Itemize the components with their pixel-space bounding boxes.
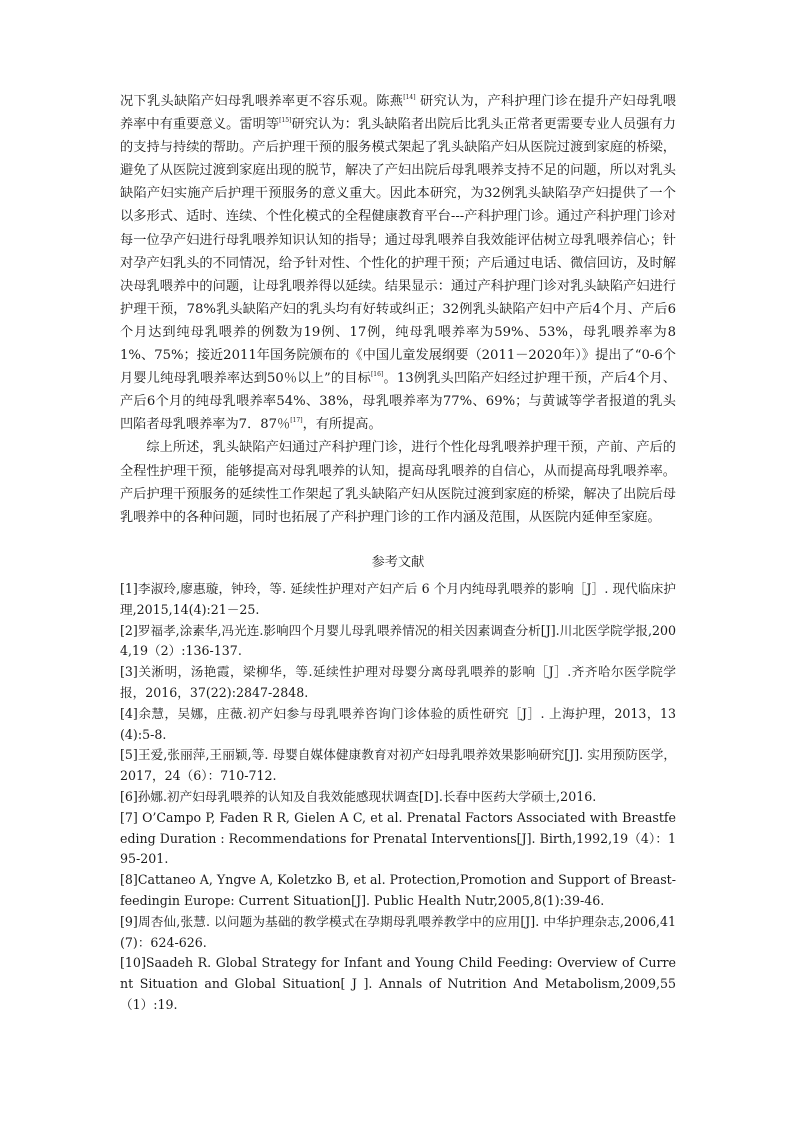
reference-item: [1]李淑玲,廖惠璇，钟玲，等. 延续性护理对产妇产后 6 个月内纯母乳喂养的影响［J］. 现代临床护理,2015,14(4):21－25. <box>120 581 676 617</box>
reference-item: [8]Cattaneo A, Yngve A, Koletzko B, et al. Protection,Promotion and Support of Breast-feedingin Europe: Current Situation[J]. Public Health Nutr,2005,8(1):39-46. <box>120 872 676 908</box>
paragraph-text-segment: 。13例乳头凹陷产妇经过护理干预，产后4个月、产后6个月的纯母乳喂养率54%、38%，母乳喂养率为77%、69%；与黄诚等学者报道的乳头凹陷者母乳喂养率为7．87％ <box>120 371 676 433</box>
citation-superscript: [15] <box>279 117 292 125</box>
paragraph-text-segment: 研究认为：乳头缺陷者出院后比乳头正常者更需要专业人员强有力的支持与持续的帮助。产后护理干预的服务模式架起了乳头缺陷产妇从医院过渡到家庭的桥梁，避免了从医院过渡到家庭出现的脱节，解决了产妇出院后母乳喂养支持不足的问题，所以对乳头缺陷产妇实施产后护理干预服务的意义重大。因此本研究，为32例乳头缺陷孕产妇提供了一个以多形式、适时、连续、个性化模式的全程健康教育平台---产科护理门诊。通过产科护理门诊对每一位孕产妇进行母乳喂养知识认知的指导；通过母乳喂养自我效能评估树立母乳喂养信心；针对孕产妇乳头的不同情况，给予针对性、个性化的护理干预；产后通过电话、微信回访，及时解决母乳喂养中的问题，让母乳喂养得以延续。结果显示：通过产科护理门诊对乳头缺陷产妇进行护理干预，78%乳头缺陷产妇的乳头均有好转或纠正；32例乳头缺陷产妇中产后4个月、产后6个月达到纯母乳喂养的例数为19例、17例，纯母乳喂养率为59%、53%，母乳喂养率为81%、75%；接近2011年国务院颁布的《中国儿童发展纲要（2011－2020年）》提出了“0-6个月婴儿纯母乳喂养率达到50％以上”的目标 <box>120 117 676 387</box>
reference-item: [5]王爱,张丽萍,王丽颖,等. 母婴自媒体健康教育对初产妇母乳喂养效果影响研究[J]. 实用预防医学，2017，24（6）：710-712. <box>120 747 676 784</box>
reference-item: [10]Saadeh R. Global Strategy for Infant and Young Child Feeding: Overview of Current Situation and Global Situation[ J ]. Annals of Nutrition And Metabolism,2009,55（1）:19. <box>120 955 676 1012</box>
reference-item: [6]孙娜.初产妇母乳喂养的认知及自我效能感现状调查[D].长春中医药大学硕士,2016. <box>120 788 597 804</box>
body-text <box>120 90 676 529</box>
reference-item: [7] O’Campo P, Faden R R, Gielen A C, et al. Prenatal Factors Associated with Breastfeeding Duration : Recommendations for Prenatal Interventions[J]. Birth,1992,19（4）：195-201. <box>120 809 676 867</box>
reference-item: [3]关淅明，汤艳霞，梁柳华，等.延续性护理对母婴分离母乳喂养的影响［J］.齐齐哈尔医学院学报，2016，37(22):2847-2848. <box>120 664 676 700</box>
citation-superscript: [17] <box>290 417 303 425</box>
paragraph-text-segment: 况下乳头缺陷产妇母乳喂养率更不容乐观。陈燕 <box>120 94 404 109</box>
references-list <box>120 579 676 1016</box>
paragraph-text-segment: ，有所提高。 <box>302 417 382 433</box>
reference-item: [2]罗福孝,涂素华,冯光连.影响四个月婴儿母乳喂养情况的相关因素调查分析[J].川北医学院学报,2004,19（2）:136-137. <box>120 622 676 659</box>
reference-item: [9]周杏仙,张慧. 以问题为基础的教学模式在孕期母乳喂养教学中的应用[J]. 中华护理杂志,2006,41(7)：624-626. <box>120 913 676 950</box>
reference-item: [4]余慧，吴娜，庄薇.初产妇参与母乳喂养咨询门诊体验的质性研究［J］. 上海护理，2013，13(4):5-8. <box>120 705 676 742</box>
paragraph-text-segment: 研究认为，产科护理门诊在提升产妇母乳喂养率中有重要意义。雷明等 <box>120 94 677 133</box>
references-heading: 参考文献 <box>371 555 425 570</box>
paragraph-conclusion: 综上所述，乳头缺陷产妇通过产科护理门诊，进行个性化母乳喂养护理干预，产前、产后的全程性护理干预，能够提高对母乳喂养的认知，提高母乳喂养的自信心，从而提高母乳喂养率。产后护理干预服务的延续性工作架起了乳头缺陷产妇从医院过渡到家庭的桥梁，解决了出院后母乳喂养中的各种问题，同时也拓展了产科护理门诊的工作内涵及范围，从医院内延伸至家庭。 <box>120 440 676 525</box>
paragraph-discussion <box>120 90 676 436</box>
citation-superscript: [14] <box>403 94 416 101</box>
citation-superscript: [16] <box>370 371 384 379</box>
